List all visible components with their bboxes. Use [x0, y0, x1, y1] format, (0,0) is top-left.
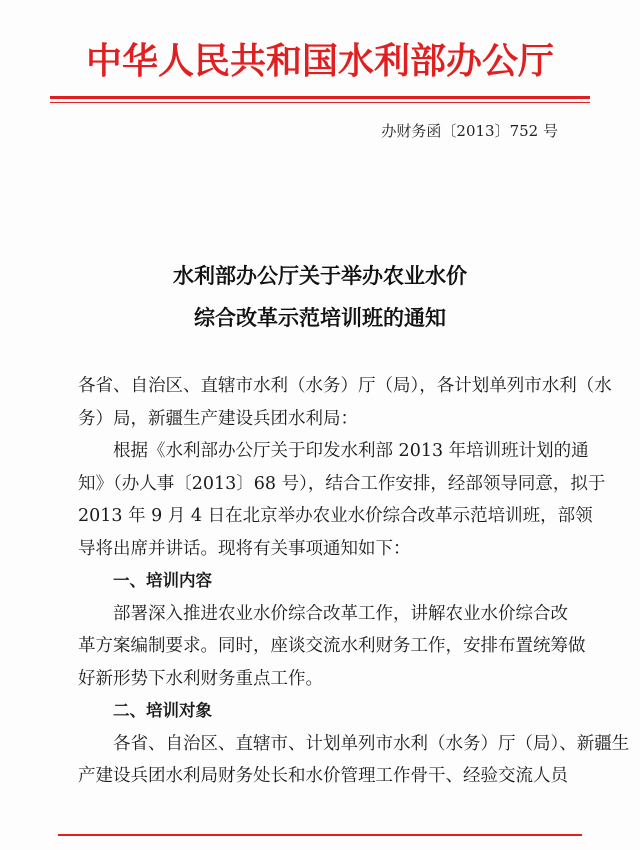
addressee-line: 各省、自治区、直辖市水利（水务）厅（局），各计划单列市水利（水: [78, 376, 612, 396]
paragraph-line: 导将出席并讲话。现将有关事项通知如下：: [78, 538, 411, 559]
document-title: [0, 255, 640, 339]
addressee-line: 务）局，新疆生产建设兵团水利局：: [78, 408, 358, 429]
document-title-line-2: 综合改革示范培训班的通知: [194, 306, 446, 330]
letterhead-rule-thin: [50, 102, 590, 103]
paragraph-line: 部署深入推进农业水价综合改革工作，讲解农业水价综合改: [113, 603, 568, 624]
document-title-line-1: 水利部办公厅关于举办农业水价: [173, 264, 467, 288]
page-bottom-rule: [58, 834, 582, 836]
paragraph-line: 各省、自治区、直辖市、计划单列市水利（水务）厅（局）、新疆生: [113, 733, 630, 754]
section-heading-training-content: 一、培训内容: [113, 571, 212, 590]
paragraph-line: 根据《水利部办公厅关于印发水利部 2013 年培训班计划的通: [113, 441, 589, 461]
paragraph-line: 2013 年 9 月 4 日在北京举办农业水价综合改革示范培训班，部领: [78, 506, 593, 526]
document-number: 办财务函〔2013〕752 号: [381, 122, 558, 140]
paragraph-line: 知》（办人事〔2013〕68 号），结合工作安排，经部领导同意，拟于: [78, 473, 606, 494]
letterhead-title: 中华人民共和国水利部办公厅: [85, 41, 554, 82]
paragraph-line: 革方案编制要求。同时，座谈交流水利财务工作，安排布置统筹做: [78, 636, 586, 656]
paragraph-line: 产建设兵团水利局财务处长和水价管理工作骨干、经验交流人员: [78, 766, 568, 786]
section-heading-training-target: 二、培训对象: [113, 701, 212, 720]
document-body: [78, 370, 630, 793]
letterhead-rule-thick: [50, 96, 590, 99]
paragraph-line: 好新形势下水利财务重点工作。: [78, 668, 323, 689]
